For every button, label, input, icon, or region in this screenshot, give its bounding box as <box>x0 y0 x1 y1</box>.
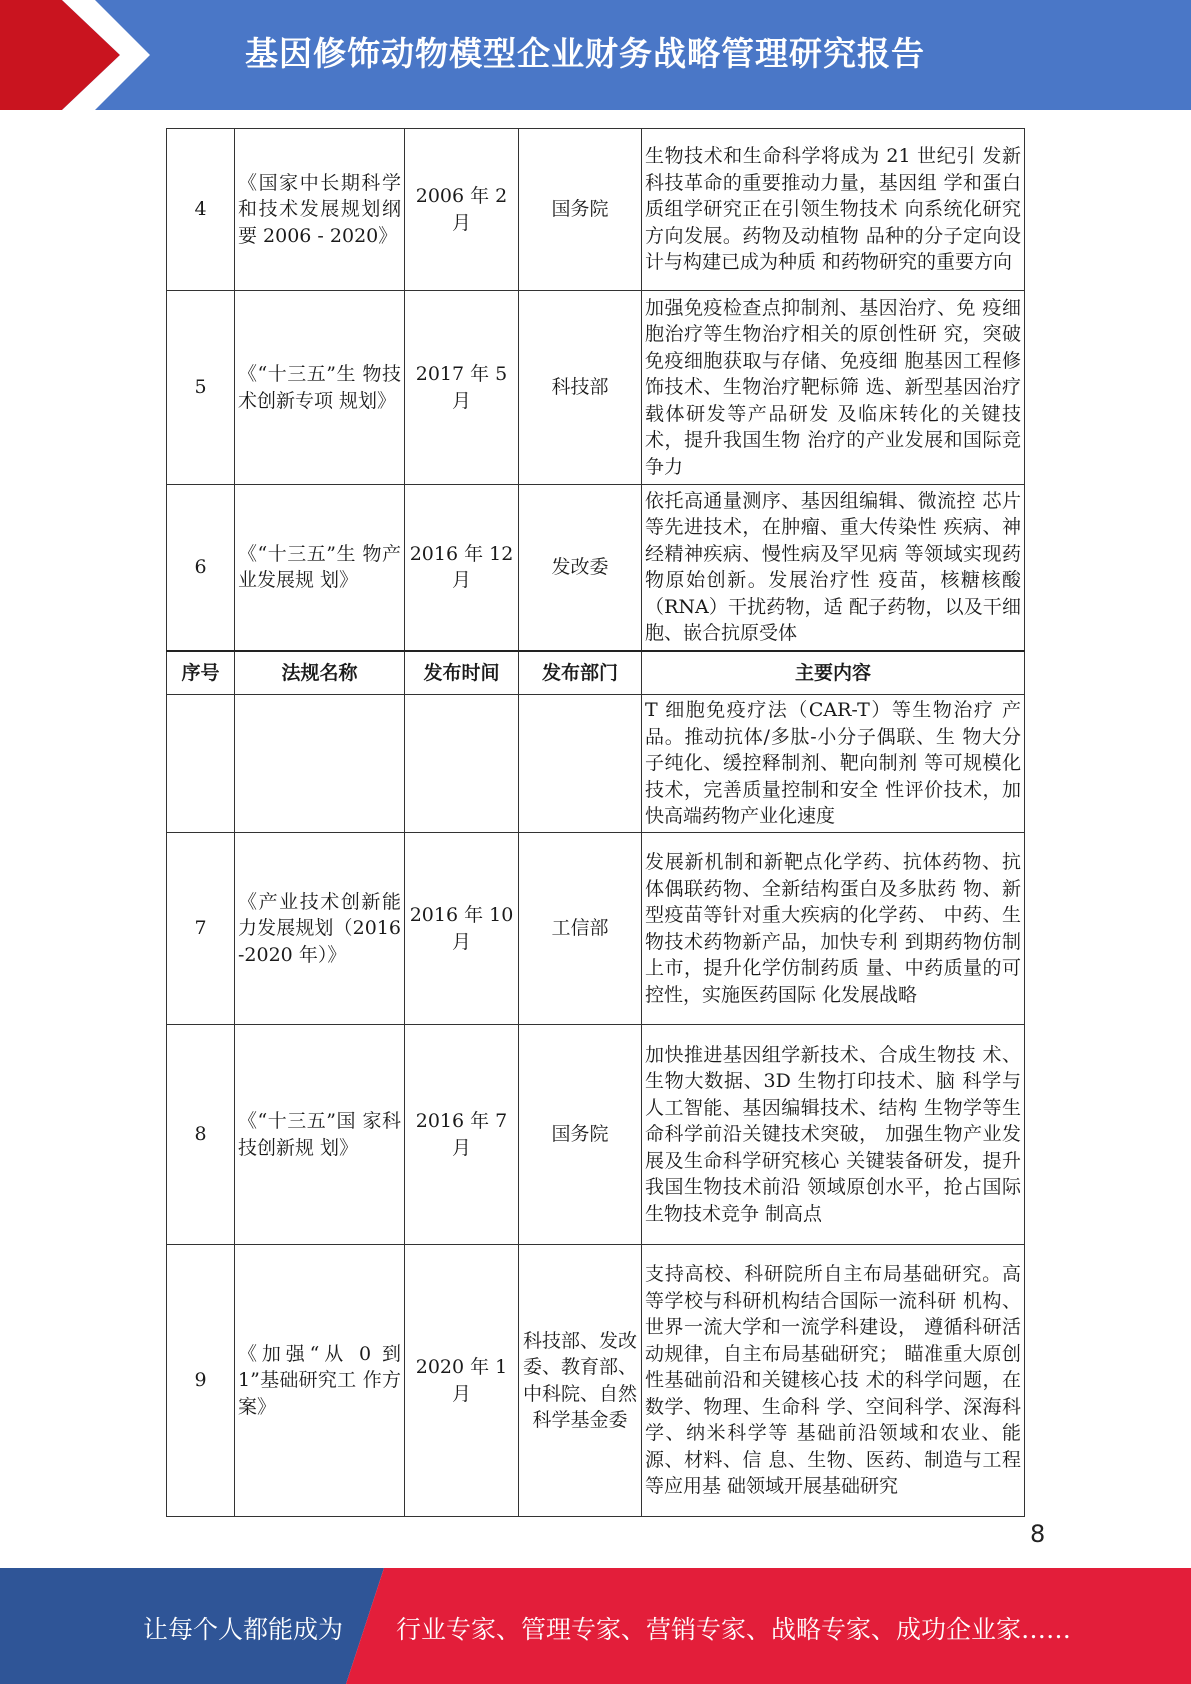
release-date <box>405 695 519 833</box>
table-row <box>167 1245 1025 1517</box>
release-date: 2017 年 5 月 <box>405 291 519 485</box>
main-content: 发展新机制和新靶点化学药、抗体药物、抗体偶联药物、全新结构蛋白及多肽药 物、新型疫苗等针对重大疾病的化学药、 中药、生物技术药物新产品，加快专利 到期药物仿制上市，提升化学仿制药质 量、中药质量的可控性，实施医药国际 化发展战略 <box>642 833 1025 1025</box>
release-date: 2016 年 10 月 <box>405 833 519 1025</box>
column-header-date: 发布时间 <box>405 651 519 695</box>
release-department: 国务院 <box>519 129 642 291</box>
row-number: 5 <box>167 291 235 485</box>
table-row <box>167 129 1025 291</box>
page-number: 8 <box>1030 1520 1046 1548</box>
footer-slogan-right: 行业专家、管理专家、营销专家、战略专家、成功企业家…… <box>396 1615 1072 1644</box>
table-row <box>167 485 1025 651</box>
column-header-number: 序号 <box>167 651 235 695</box>
release-department: 国务院 <box>519 1025 642 1245</box>
table-row <box>167 695 1025 833</box>
regulation-name: 《“十三五”生 物产业发展规 划》 <box>235 485 405 651</box>
header-banner <box>0 0 1191 110</box>
release-date: 2016 年 12 月 <box>405 485 519 651</box>
row-number: 6 <box>167 485 235 651</box>
row-number <box>167 695 235 833</box>
regulation-name: 《国家中长期科学和技术发展规划纲要 2006 - 2020》 <box>235 129 405 291</box>
regulation-name: 《加强“从 0 到 1”基础研究工 作方案》 <box>235 1245 405 1517</box>
row-number: 8 <box>167 1025 235 1245</box>
main-content: 加强免疫检查点抑制剂、基因治疗、免 疫细胞治疗等生物治疗相关的原创性研 究，突破免疫细胞获取与存储、免疫细 胞基因工程修饰技术、生物治疗靶标筛 选、新型基因治疗载体研发等产品研发 及临床转化的关键技术，提升我国生物 治疗的产业发展和国际竞争力 <box>642 291 1025 485</box>
main-content: 依托高通量测序、基因组编辑、微流控 芯片等先进技术，在肿瘤、重大传染性 疾病、神经精神疾病、慢性病及罕见病 等领域实现药物原始创新。发展治疗性 疫苗，核糖核酸（RNA）干扰药物，适 配子药物，以及干细胞、嵌合抗原受体 <box>642 485 1025 651</box>
footer-slogan-left: 让每个人都能成为 <box>143 1615 344 1644</box>
regulation-name <box>235 695 405 833</box>
regulation-name: 《“十三五”国 家科技创新规 划》 <box>235 1025 405 1245</box>
column-header-department: 发布部门 <box>519 651 642 695</box>
release-date: 2020 年 1 月 <box>405 1245 519 1517</box>
main-content: 加快推进基因组学新技术、合成生物技 术、生物大数据、3D 生物打印技术、脑 科学与人工智能、基因编辑技术、结构 生物学等生命科学前沿关键技术突破， 加强生物产业发展及生命科学研究核心 关键装备研发，提升我国生物技术前沿 领域原创水平，抢占国际生物技术竞争 制高点 <box>642 1025 1025 1245</box>
release-date: 2006 年 2 月 <box>405 129 519 291</box>
row-number: 7 <box>167 833 235 1025</box>
release-department: 科技部 <box>519 291 642 485</box>
table-row <box>167 833 1025 1025</box>
page-title: 基因修饰动物模型企业财务战略管理研究报告 <box>245 34 925 73</box>
release-department: 工信部 <box>519 833 642 1025</box>
row-number: 9 <box>167 1245 235 1517</box>
release-department <box>519 695 642 833</box>
main-content: T 细胞免疫疗法（CAR-T）等生物治疗 产品。推动抗体/多肽-小分子偶联、生 物大分子纯化、缓控释制剂、靶向制剂 等可规模化技术，完善质量控制和安全 性评价技术，加快高端药物产业化速度 <box>642 695 1025 833</box>
regulation-table <box>166 128 1025 1517</box>
regulation-name: 《“十三五”生 物技术创新专项 规划》 <box>235 291 405 485</box>
table-header-row <box>167 651 1025 695</box>
row-number: 4 <box>167 129 235 291</box>
table-row <box>167 291 1025 485</box>
regulation-name: 《产业技术创新能力发展规划（2016-2020 年）》 <box>235 833 405 1025</box>
column-header-content: 主要内容 <box>642 651 1025 695</box>
footer-banner <box>0 1568 1191 1684</box>
release-department: 发改委 <box>519 485 642 651</box>
table-row <box>167 1025 1025 1245</box>
main-content: 支持高校、科研院所自主布局基础研究。高等学校与科研机构结合国际一流科研 机构、世界一流大学和一流学科建设， 遵循科研活动规律，自主布局基础研究； 瞄准重大原创性基础前沿和关键核心技 术的科学问题，在数学、物理、生命科 学、空间科学、深海科学、纳米科学等 基础前沿领域和农业、能源、材料、信 息、生物、医药、制造与工程等应用基 础领域开展基础研究 <box>642 1245 1025 1517</box>
release-date: 2016 年 7 月 <box>405 1025 519 1245</box>
column-header-name: 法规名称 <box>235 651 405 695</box>
release-department: 科技部、发改委、教育部、中科院、自然科学基金委 <box>519 1245 642 1517</box>
main-content: 生物技术和生命科学将成为 21 世纪引 发新科技革命的重要推动力量，基因组 学和蛋白质组学研究正在引领生物技术 向系统化研究方向发展。药物及动植物 品种的分子定向设计与构建已成为种质 和药物研究的重要方向 <box>642 129 1025 291</box>
